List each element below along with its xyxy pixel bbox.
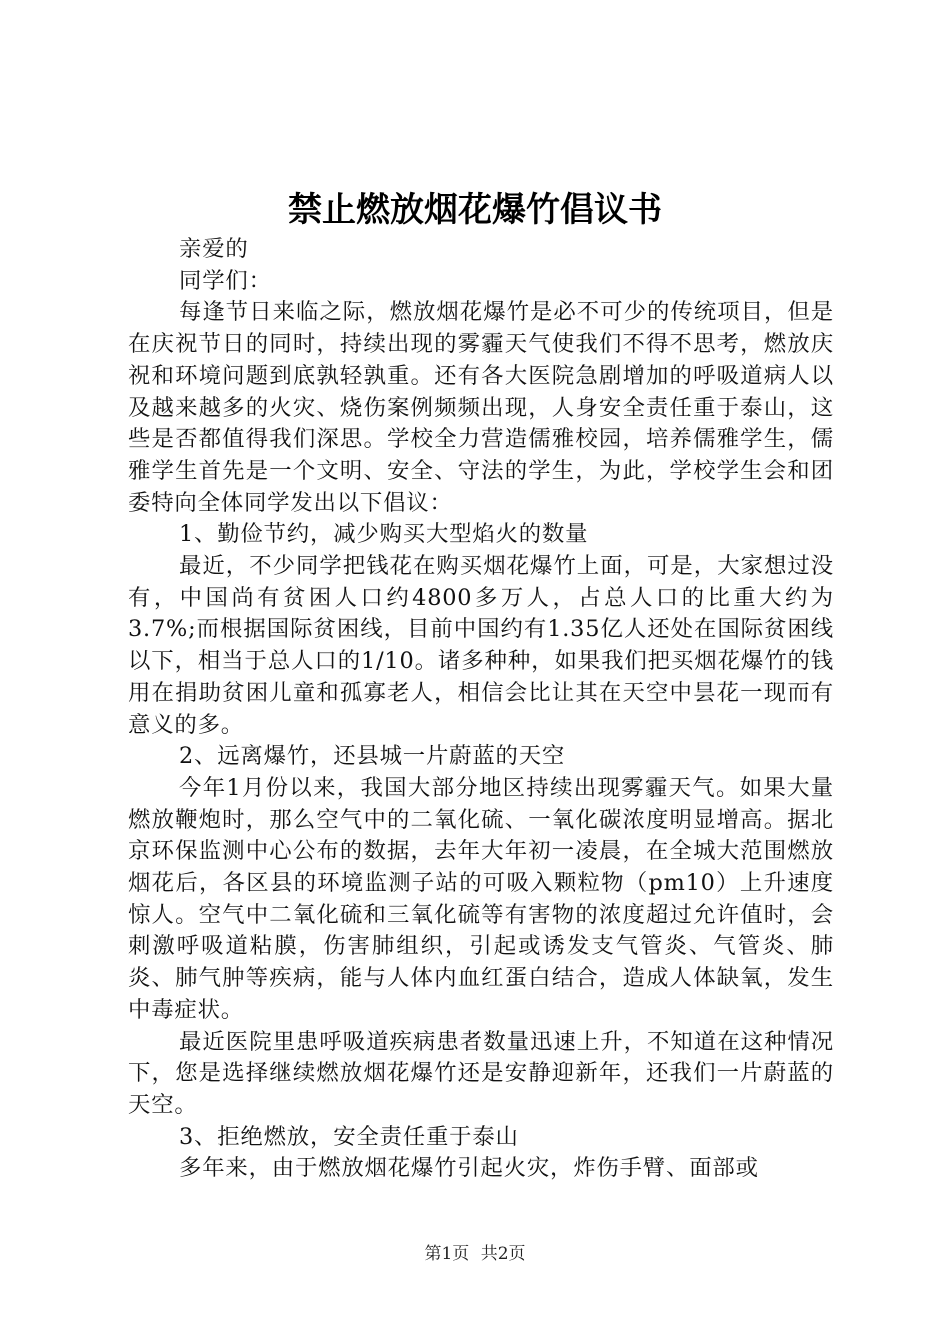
salutation-line-2: 同学们： bbox=[179, 267, 272, 294]
proposal-paragraph-3: 多年来，由于燃放烟花爆竹引起火灾，炸伤手臂、面部或 bbox=[179, 1155, 759, 1182]
salutation-line-1: 亲爱的 bbox=[179, 236, 249, 262]
intro-paragraph: 每逢节日来临之际，燃放烟花爆竹是必不可少的传统项目，但是在庆祝节日的同时，持续出现的雾霾天气使我们不得不思考，燃放庆祝和环境问题到底孰轻孰重。还有各大医院急剧增加的呼吸道病人以及越来越多的火灾、烧伤案例频频出现，人身安全责任重于泰山，这些是否都值得我们深思。学校全力营造儒雅校园，培养儒雅学生，儒雅学生首先是一个文明、安全、守法的学生，为此，学校学生会和团委特向全体同学发出以下倡议： bbox=[128, 299, 834, 516]
document-title: 禁止燃放烟花爆竹倡议书 bbox=[288, 190, 662, 230]
proposal-heading-2: 2、远离爆竹，还县城一片蔚蓝的天空 bbox=[179, 743, 566, 770]
proposal-heading-3: 3、拒绝燃放，安全责任重于泰山 bbox=[179, 1123, 519, 1150]
page-total: 共2页 bbox=[480, 1244, 526, 1264]
page-footer bbox=[0, 1242, 950, 1266]
proposal-paragraph-2: 今年1月份以来，我国大部分地区持续出现雾霾天气。如果大量燃放鞭炮时，那么空气中的二氧化硫、一氧化碳浓度明显增高。据北京环保监测中心公布的数据，去年大年初一凌晨，在全城大范围燃放烟花后，各区县的环境监测子站的可吸入颗粒物（pm10）上升速度惊人。空气中二氧化硫和三氧化硫等有害物的浓度超过允许值时，会刺激呼吸道粘膜，伤害肺组织，引起或诱发支气管炎、气管炎、肺炎、肺气肿等疾病，能与人体内血红蛋白结合，造成人体缺氧，发生中毒症状。 bbox=[128, 774, 834, 1023]
proposal-paragraph-2b: 最近医院里患呼吸道疾病患者数量迅速上升，不知道在这种情况下，您是选择继续燃放烟花爆竹还是安静迎新年，还我们一片蔚蓝的天空。 bbox=[128, 1028, 834, 1118]
proposal-heading-1: 1、勤俭节约，减少购买大型焰火的数量 bbox=[179, 521, 589, 548]
proposal-paragraph-1: 最近，不少同学把钱花在购买烟花爆竹上面，可是，大家想过没有，中国尚有贫困人口约4800多万人，占总人口的比重大约为3.7%;而根据国际贫困线，目前中国约有1.35亿人还处在国际贫困线以下，相当于总人口的1/10。诸多种种，如果我们把买烟花爆竹的钱用在捐助贫困儿童和孤寡老人，相信会比让其在天空中昙花一现而有意义的多。 bbox=[128, 553, 834, 738]
document-body bbox=[128, 234, 834, 1185]
page-number: 第1页 bbox=[424, 1244, 470, 1264]
